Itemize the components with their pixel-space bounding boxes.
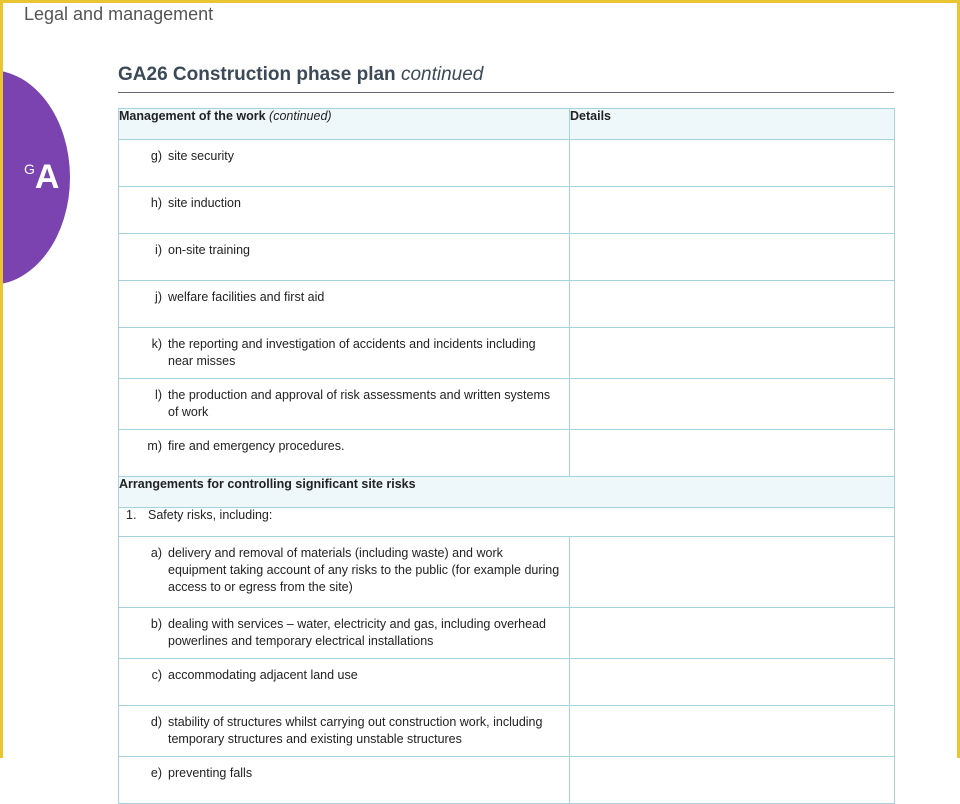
item-letter: j): [155, 290, 162, 304]
details-cell[interactable]: [570, 187, 895, 234]
details-cell[interactable]: [570, 608, 895, 659]
subheader-cell: [119, 508, 895, 537]
title-text: GA26 Construction phase plan: [118, 64, 396, 85]
table-row: [119, 757, 895, 804]
item-text: the production and approval of risk assessments and written systems of work: [168, 388, 551, 419]
details-cell[interactable]: [570, 379, 895, 430]
page-title: [118, 64, 894, 93]
title-suffix: continued: [400, 64, 484, 85]
table-row: [119, 706, 895, 757]
tab-letter-big: A: [34, 158, 60, 196]
item-text: preventing falls: [168, 766, 253, 780]
item-letter: i): [155, 243, 162, 257]
item-text: delivery and removal of materials (including waste) and work equipment taking account of any risks to the public (for example during access to or egress from the site): [168, 546, 560, 594]
section-tab-label: [24, 160, 59, 194]
header-details: Details: [570, 109, 895, 140]
table-row: [119, 281, 895, 328]
subheader-label: Safety risks, including:: [148, 508, 273, 522]
table-header-row: [119, 109, 895, 140]
item-letter: d): [150, 715, 162, 729]
details-cell[interactable]: [570, 140, 895, 187]
header-management: Management of the work (continued): [119, 109, 570, 140]
item-cell: [119, 187, 570, 234]
item-cell: [119, 659, 570, 706]
item-letter: a): [150, 546, 162, 560]
table-subheader-row: [119, 508, 895, 537]
item-text: fire and emergency procedures.: [168, 439, 345, 453]
item-text: site induction: [168, 196, 241, 210]
details-cell[interactable]: [570, 328, 895, 379]
details-cell[interactable]: [570, 757, 895, 804]
item-text: welfare facilities and first aid: [168, 290, 325, 304]
item-cell: [119, 608, 570, 659]
details-cell[interactable]: [570, 234, 895, 281]
item-text: on-site training: [168, 243, 250, 257]
table-row: [119, 608, 895, 659]
item-text: the reporting and investigation of accidents and incidents including near misses: [168, 337, 536, 368]
item-letter: l): [155, 388, 162, 402]
item-letter: m): [147, 439, 162, 453]
item-cell: [119, 234, 570, 281]
details-cell[interactable]: [570, 659, 895, 706]
item-letter: e): [150, 766, 162, 780]
table-row: [119, 140, 895, 187]
construction-plan-table: [118, 108, 895, 804]
item-text: site security: [168, 149, 234, 163]
header-site-risks: Arrangements for controlling significant site risks: [119, 477, 895, 508]
table-section-header-row: [119, 477, 895, 508]
table-row: [119, 659, 895, 706]
item-cell: [119, 757, 570, 804]
item-letter: k): [151, 337, 162, 351]
item-cell: [119, 328, 570, 379]
table-row: [119, 187, 895, 234]
section-header: Legal and management: [24, 4, 214, 24]
item-text: accommodating adjacent land use: [168, 668, 358, 682]
item-cell: [119, 281, 570, 328]
tab-letter-small: G: [24, 161, 35, 177]
item-text: stability of structures whilst carrying out construction work, including temporary structures and existing unstable structures: [168, 715, 543, 746]
item-cell: [119, 379, 570, 430]
table-row: [119, 537, 895, 608]
table-row: [119, 379, 895, 430]
subheader-number: 1.: [126, 508, 137, 522]
item-letter: c): [151, 668, 162, 682]
details-cell[interactable]: [570, 537, 895, 608]
details-cell[interactable]: [570, 430, 895, 477]
details-cell[interactable]: [570, 706, 895, 757]
item-cell: [119, 430, 570, 477]
item-cell: [119, 140, 570, 187]
table-row: [119, 328, 895, 379]
item-cell: [119, 537, 570, 608]
item-text: dealing with services – water, electricity and gas, including overhead powerlines and temporary electrical installations: [168, 617, 546, 648]
item-letter: b): [150, 617, 162, 631]
table-row: [119, 430, 895, 477]
details-cell[interactable]: [570, 281, 895, 328]
item-cell: [119, 706, 570, 757]
item-letter: h): [150, 196, 162, 210]
item-letter: g): [150, 149, 162, 163]
table-row: [119, 234, 895, 281]
